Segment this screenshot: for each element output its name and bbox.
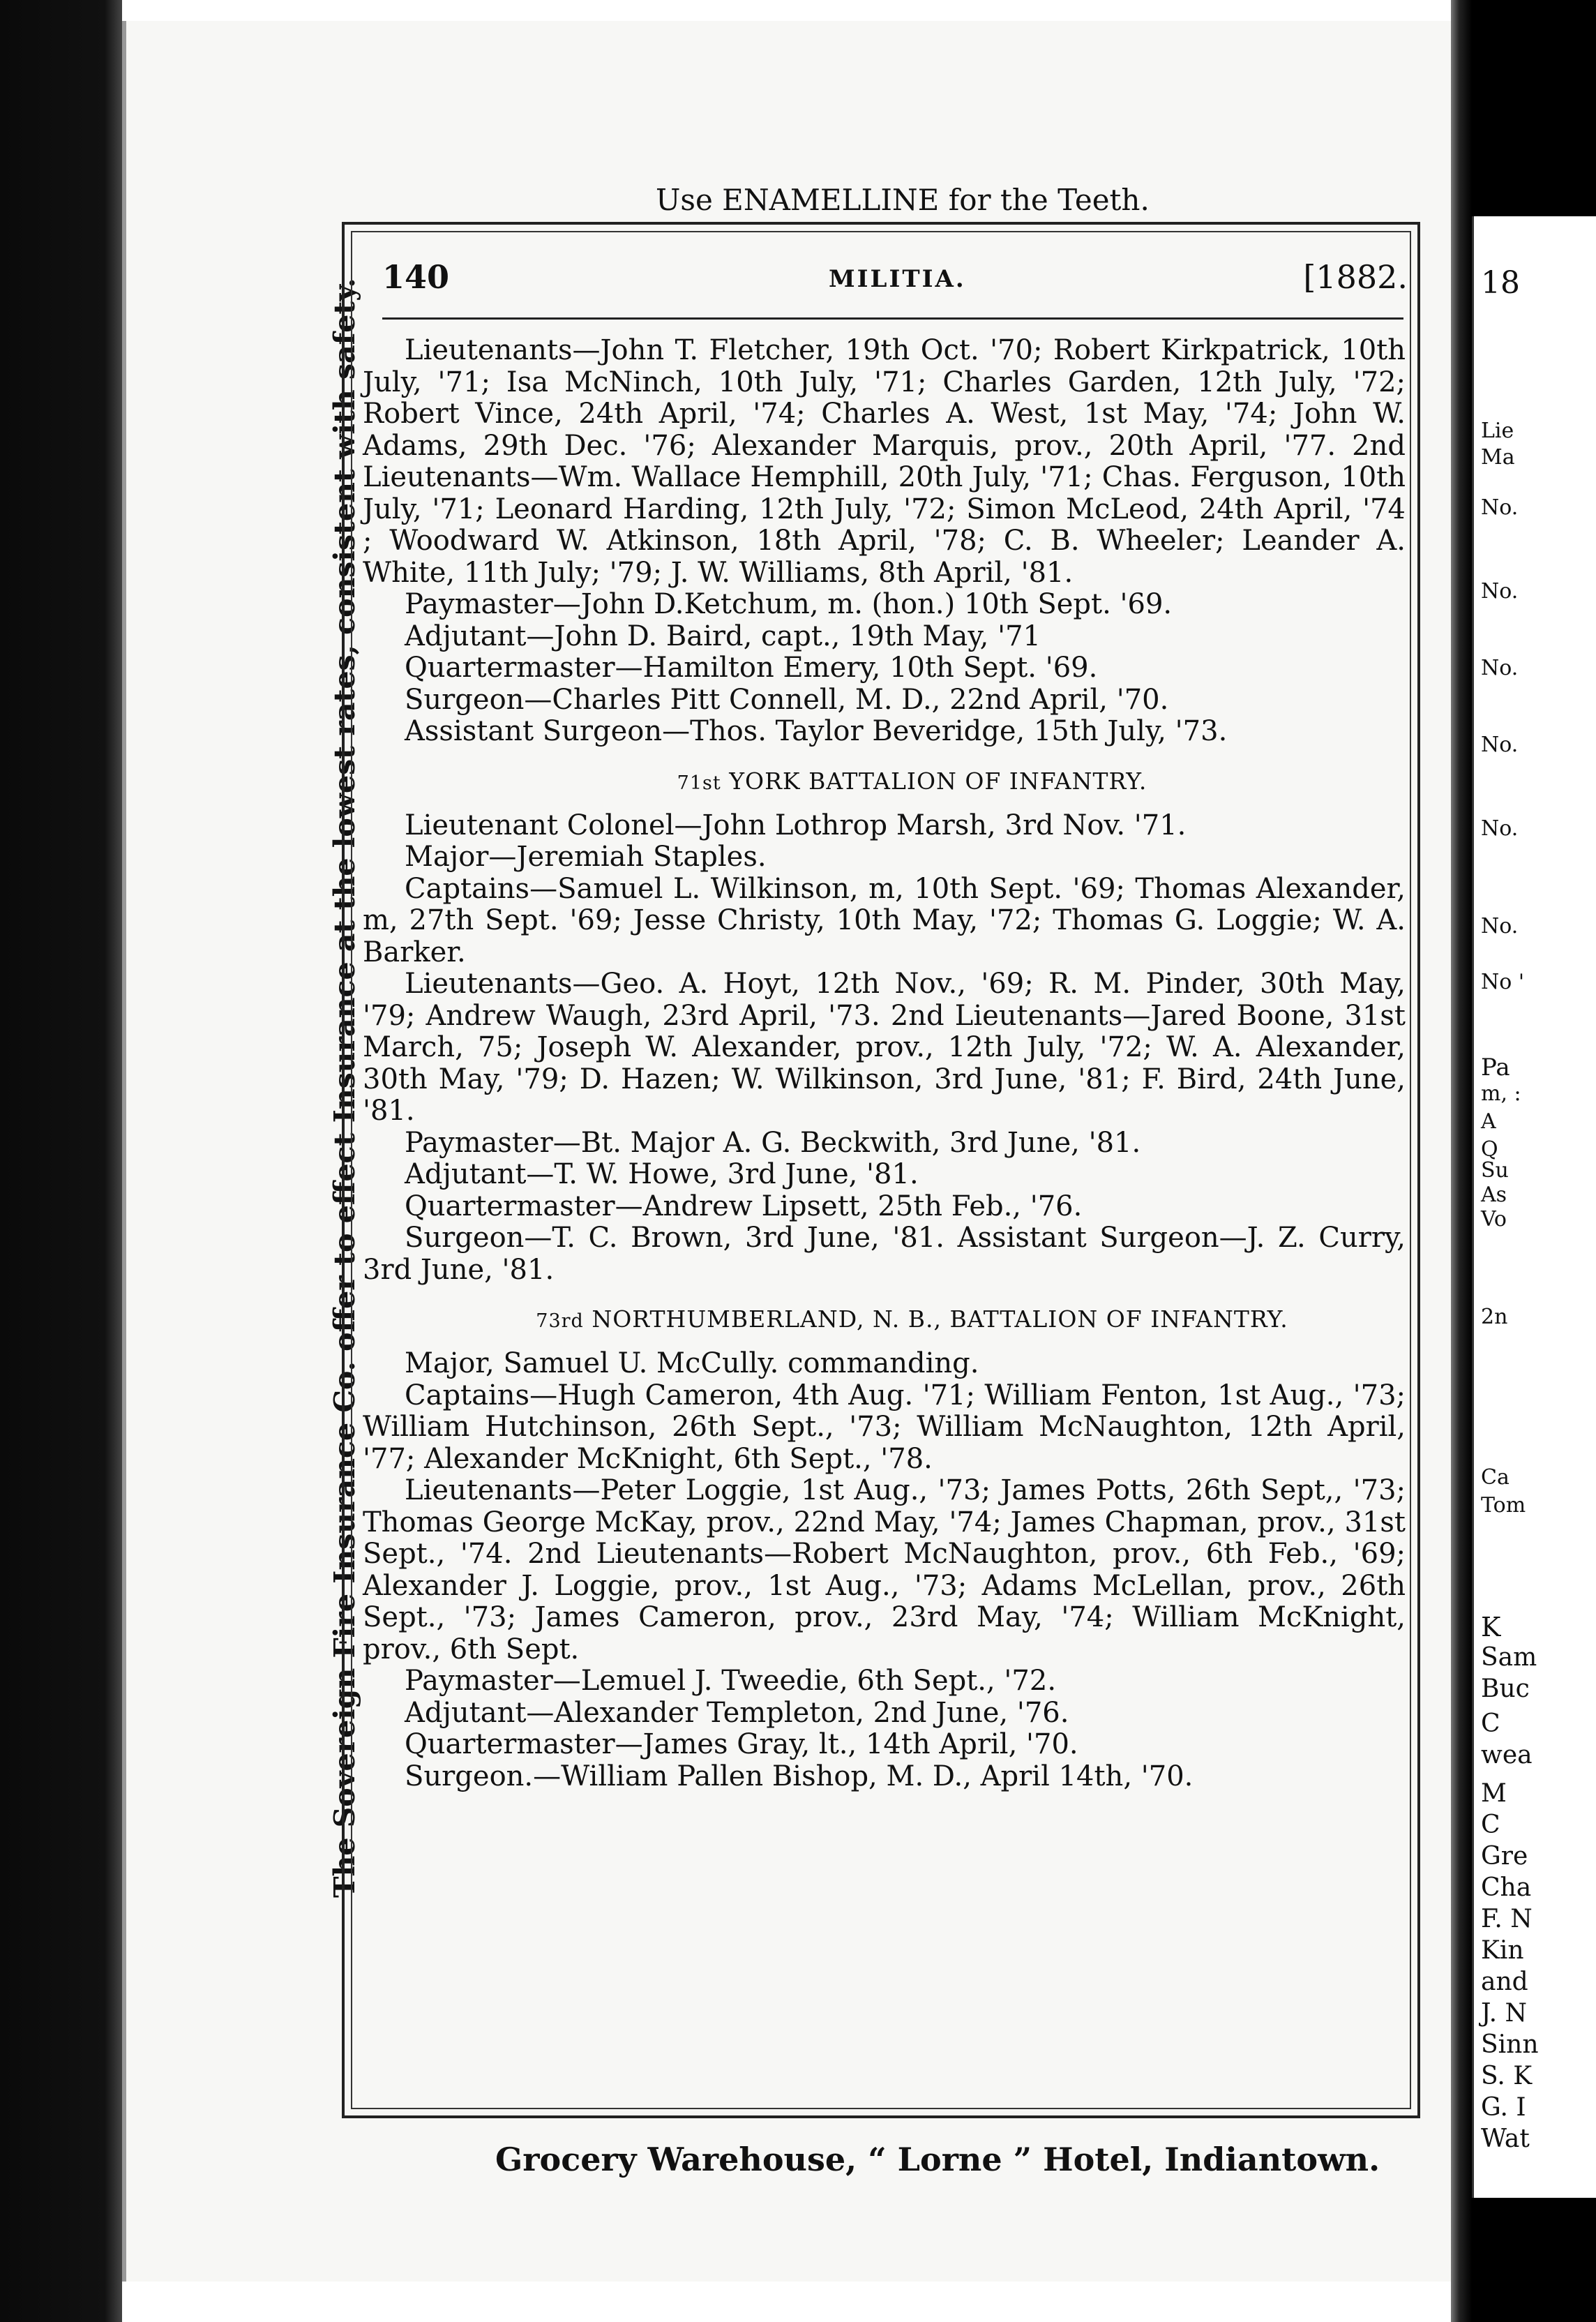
scan-margin-bottom <box>1472 2198 1596 2322</box>
neighbor-fragment: J. N <box>1481 1999 1528 2028</box>
neighbor-fragment: Sam <box>1481 1643 1537 1672</box>
page-gutter <box>1451 0 1472 2322</box>
page-number: 140 <box>382 258 450 296</box>
neighbor-fragment: Gre <box>1481 1842 1528 1871</box>
quartermaster-entry: Quartermaster—James Gray, lt., 14th April, '70. <box>405 1728 1078 1760</box>
captains-entry: Captains—Samuel L. Wilkinson, m, 10th Sept. '69; Thomas Alexander, m, 27th Sept. '69; Jesse Christy, 10th May, '72; Thomas G. Loggie; W. A. Barker. <box>363 872 1406 968</box>
surgeon-entry: Surgeon—T. C. Brown, 3rd June, '81. Assistant Surgeon—J. Z. Curry, 3rd June, '81. <box>363 1222 1406 1286</box>
quartermaster-entry: Quartermaster—Hamilton Emery, 10th Sept. '69. <box>405 652 1098 684</box>
header-rule <box>382 317 1403 320</box>
neighbor-fragment: G. I <box>1481 2093 1526 2122</box>
neighbor-fragment: Pa <box>1481 1054 1510 1081</box>
surgeon-entry: Surgeon.—William Pallen Bishop, M. D., April 14th, '70. <box>405 1760 1194 1792</box>
neighbor-fragment: C <box>1481 1811 1500 1839</box>
neighbor-fragment: Cha <box>1481 1873 1532 1902</box>
neighbor-fragment: 2n <box>1481 1305 1508 1329</box>
book-binding <box>0 0 122 2322</box>
paymaster-entry: Paymaster—John D.Ketchum, m. (hon.) 10th Sept. '69. <box>405 588 1173 620</box>
paymaster-entry: Paymaster—Bt. Major A. G. Beckwith, 3rd June, '81. <box>405 1126 1141 1159</box>
page-year: [1882. <box>1303 258 1408 296</box>
major-entry: Major—Jeremiah Staples. <box>405 841 767 873</box>
neighbor-fragment: No ' <box>1481 970 1525 994</box>
surgeon-entry: Surgeon—Charles Pitt Connell, M. D., 22nd April, '70. <box>405 683 1169 716</box>
neighbor-fragment: Wat <box>1481 2125 1530 2153</box>
neighbor-fragment: m, : <box>1481 1081 1521 1106</box>
lieutenants-entry: Lieutenants—Peter Loggie, 1st Aug., '73; James Potts, 26th Sept,, '73; Thomas George McKay, prov., 22nd May, '74; James Chapman, prov., 31st Sept., '74. 2nd Lieutenants—Robert McNaughton, prov., 6th Feb., '69; Alexander J. Loggie, prov., 1st Aug., '73; Adams McLellan, prov., 26th Sept., '73; James Cameron, prov., 23rd May, '74; William McKnight, prov., 6th Sept. <box>363 1474 1406 1665</box>
adjutant-entry: Adjutant—John D. Baird, capt., 19th May, '71 <box>405 620 1041 652</box>
neighbor-fragment: Tom <box>1481 1493 1526 1518</box>
side-advertisement: The Sovereign Fire Insurance Co. offer to effect Insurance at the lowest rates, consistent with safety. <box>328 278 361 1898</box>
header-advertisement: Use ENAMELLINE for the Teeth. <box>656 183 1150 217</box>
paymaster-entry: Paymaster—Lemuel J. Tweedie, 6th Sept., '72. <box>405 1665 1057 1697</box>
neighbor-fragment: wea <box>1481 1741 1533 1769</box>
adjutant-entry: Adjutant—T. W. Howe, 3rd June, '81. <box>405 1158 919 1190</box>
neighbor-fragment: No. <box>1481 495 1519 520</box>
neighbor-fragment: No. <box>1481 914 1519 938</box>
neighbor-fragment: 18 <box>1481 265 1520 301</box>
section-title-text: YORK BATTALION OF INFANTRY. <box>729 767 1147 795</box>
footer-advertisement: Grocery Warehouse, “ Lorne ” Hotel, Indiantown. <box>495 2141 1380 2178</box>
neighbor-fragment: Q <box>1481 1137 1498 1162</box>
neighbor-fragment: Kin <box>1481 1936 1524 1965</box>
neighbor-page <box>1472 216 1596 2198</box>
section-heading-73rd <box>419 1305 1406 1333</box>
neighbor-fragment: A <box>1481 1109 1496 1134</box>
assistant-surgeon-entry: Assistant Surgeon—Thos. Taylor Beveridge, 15th July, '73. <box>405 715 1228 747</box>
lieutenants-entry: Lieutenants—John T. Fletcher, 19th Oct. '70; Robert Kirkpatrick, 10th July, '71; Isa McNinch, 10th July, '71; Charles Garden, 12th July, '72; Robert Vince, 24th April, '74; Charles A. West, 1st May, '74; John W. Adams, 29th Dec. '76; Alexander Marquis, prov., 20th April, '77. 2nd Lieutenants—Wm. Wallace Hemphill, 20th July, '71; Chas. Ferguson, 10th July, '71; Leonard Harding, 12th July, '72; Simon McLeod, 24th April, '74 ; Woodward W. Atkinson, 18th April, '78; C. B. Wheeler; Leander A. White, 11th July; '79; J. W. Williams, 8th April, '81. <box>363 334 1406 589</box>
adjutant-entry: Adjutant—Alexander Templeton, 2nd June, '76. <box>405 1696 1069 1729</box>
neighbor-fragment: Su <box>1481 1158 1509 1183</box>
neighbor-fragment: No. <box>1481 816 1519 841</box>
neighbor-fragment: F. N <box>1481 1905 1533 1933</box>
section-heading-71st <box>419 767 1406 795</box>
neighbor-fragment: Vo <box>1481 1207 1507 1231</box>
neighbor-fragment: No. <box>1481 579 1519 604</box>
neighbor-fragment: K <box>1481 1612 1501 1642</box>
neighbor-fragment: Ca <box>1481 1465 1510 1490</box>
section-ordinal: 73rd <box>536 1310 584 1332</box>
quartermaster-entry: Quartermaster—Andrew Lipsett, 25th Feb., '76. <box>405 1190 1083 1222</box>
scan-margin-top <box>1472 0 1596 216</box>
neighbor-fragment: Ma <box>1481 445 1515 470</box>
page-body <box>363 335 1406 1792</box>
neighbor-fragment: C <box>1481 1709 1500 1738</box>
running-header <box>382 258 1408 300</box>
neighbor-fragment: Sinn <box>1481 2030 1539 2059</box>
section-ordinal: 71st <box>677 772 721 794</box>
neighbor-fragment: As <box>1481 1183 1507 1207</box>
section-title-text: NORTHUMBERLAND, N. B., BATTALION OF INFANTRY. <box>592 1305 1288 1333</box>
neighbor-fragment: and <box>1481 1968 1528 1996</box>
captains-entry: Captains—Hugh Cameron, 4th Aug. '71; William Fenton, 1st Aug., '73; William Hutchinson, 26th Sept., '73; William McNaughton, 12th April, '77; Alexander McKnight, 6th Sept., '78. <box>363 1379 1406 1475</box>
neighbor-fragment: S. K <box>1481 2062 1533 2090</box>
lt-colonel-entry: Lieutenant Colonel—John Lothrop Marsh, 3rd Nov. '71. <box>405 809 1187 841</box>
neighbor-fragment: No. <box>1481 656 1519 680</box>
page-title: MILITIA. <box>829 265 966 293</box>
neighbor-fragment: Buc <box>1481 1675 1530 1703</box>
neighbor-fragment: M <box>1481 1779 1507 1808</box>
lieutenants-entry: Lieutenants—Geo. A. Hoyt, 12th Nov., '69; R. M. Pinder, 30th May, '79; Andrew Waugh, 23rd April, '73. 2nd Lieutenants—Jared Boone, 31st March, 75; Joseph W. Alexander, prov., 12th July, '72; W. A. Alexander, 30th May, '79; D. Hazen; W. Wilkinson, 3rd June, '81; F. Bird, 24th June, '81. <box>363 968 1406 1127</box>
major-entry: Major, Samuel U. McCully. commanding. <box>405 1347 979 1379</box>
neighbor-fragment: Lie <box>1481 419 1514 443</box>
neighbor-fragment: No. <box>1481 733 1519 757</box>
